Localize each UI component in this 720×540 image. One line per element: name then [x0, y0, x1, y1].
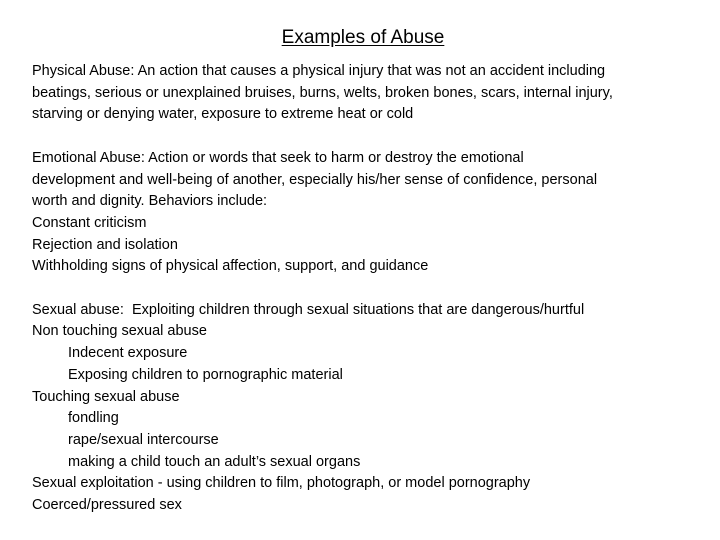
paragraph-gap [32, 278, 716, 300]
non-touching-item: Indecent exposure [68, 345, 188, 362]
touching-item: making a child touch an adult’s sexual organs [68, 453, 361, 470]
emotional-behavior-item: Withholding signs of physical affection, support, and guidance [32, 258, 429, 275]
touching-item: rape/sexual intercourse [68, 431, 219, 448]
physical-abuse-text-3: starving or denying water, exposure to extreme heat or cold [32, 106, 414, 123]
sexual-abuse-line-1 [32, 300, 716, 322]
coerced-sex-line: Coerced/pressured sex [32, 497, 182, 514]
sexual-abuse-definition: Exploiting children through sexual situations that are dangerous/hurtful [131, 301, 585, 318]
page-title: Examples of Abuse [281, 27, 445, 48]
emotional-abuse-text-2: development and well-being of another, especially his/her sense of confidence, personal [32, 171, 598, 188]
touching-heading: Touching sexual abuse [32, 388, 180, 405]
paragraph-gap [32, 126, 716, 148]
emotional-abuse-text-1: Action or words that seek to harm or destroy the emotional [148, 149, 524, 166]
non-touching-heading: Non touching sexual abuse [32, 323, 207, 340]
sexual-abuse-term: Sexual abuse: [32, 301, 124, 318]
emotional-abuse-text-3: worth and dignity. Behaviors include: [32, 193, 268, 210]
non-touching-item: Exposing children to pornographic material [68, 366, 343, 383]
touching-item: fondling [68, 410, 119, 427]
emotional-abuse-line-1 [32, 148, 716, 170]
emotional-behavior-item: Constant criticism [32, 214, 147, 231]
sexual-exploitation-line: Sexual exploitation - using children to film, photograph, or model pornography [32, 475, 531, 492]
content-body [32, 61, 716, 517]
physical-abuse-text-1: An action that causes a physical injury that was not an accident including [137, 63, 606, 79]
physical-abuse-line-1 [32, 61, 716, 83]
physical-abuse-term: Physical Abuse: [32, 63, 135, 79]
emotional-abuse-term: Emotional Abuse: [32, 149, 145, 166]
emotional-behavior-item: Rejection and isolation [32, 236, 178, 253]
physical-abuse-text-2: beatings, serious or unexplained bruises, burns, welts, broken bones, scars, internal injury, [32, 84, 613, 101]
